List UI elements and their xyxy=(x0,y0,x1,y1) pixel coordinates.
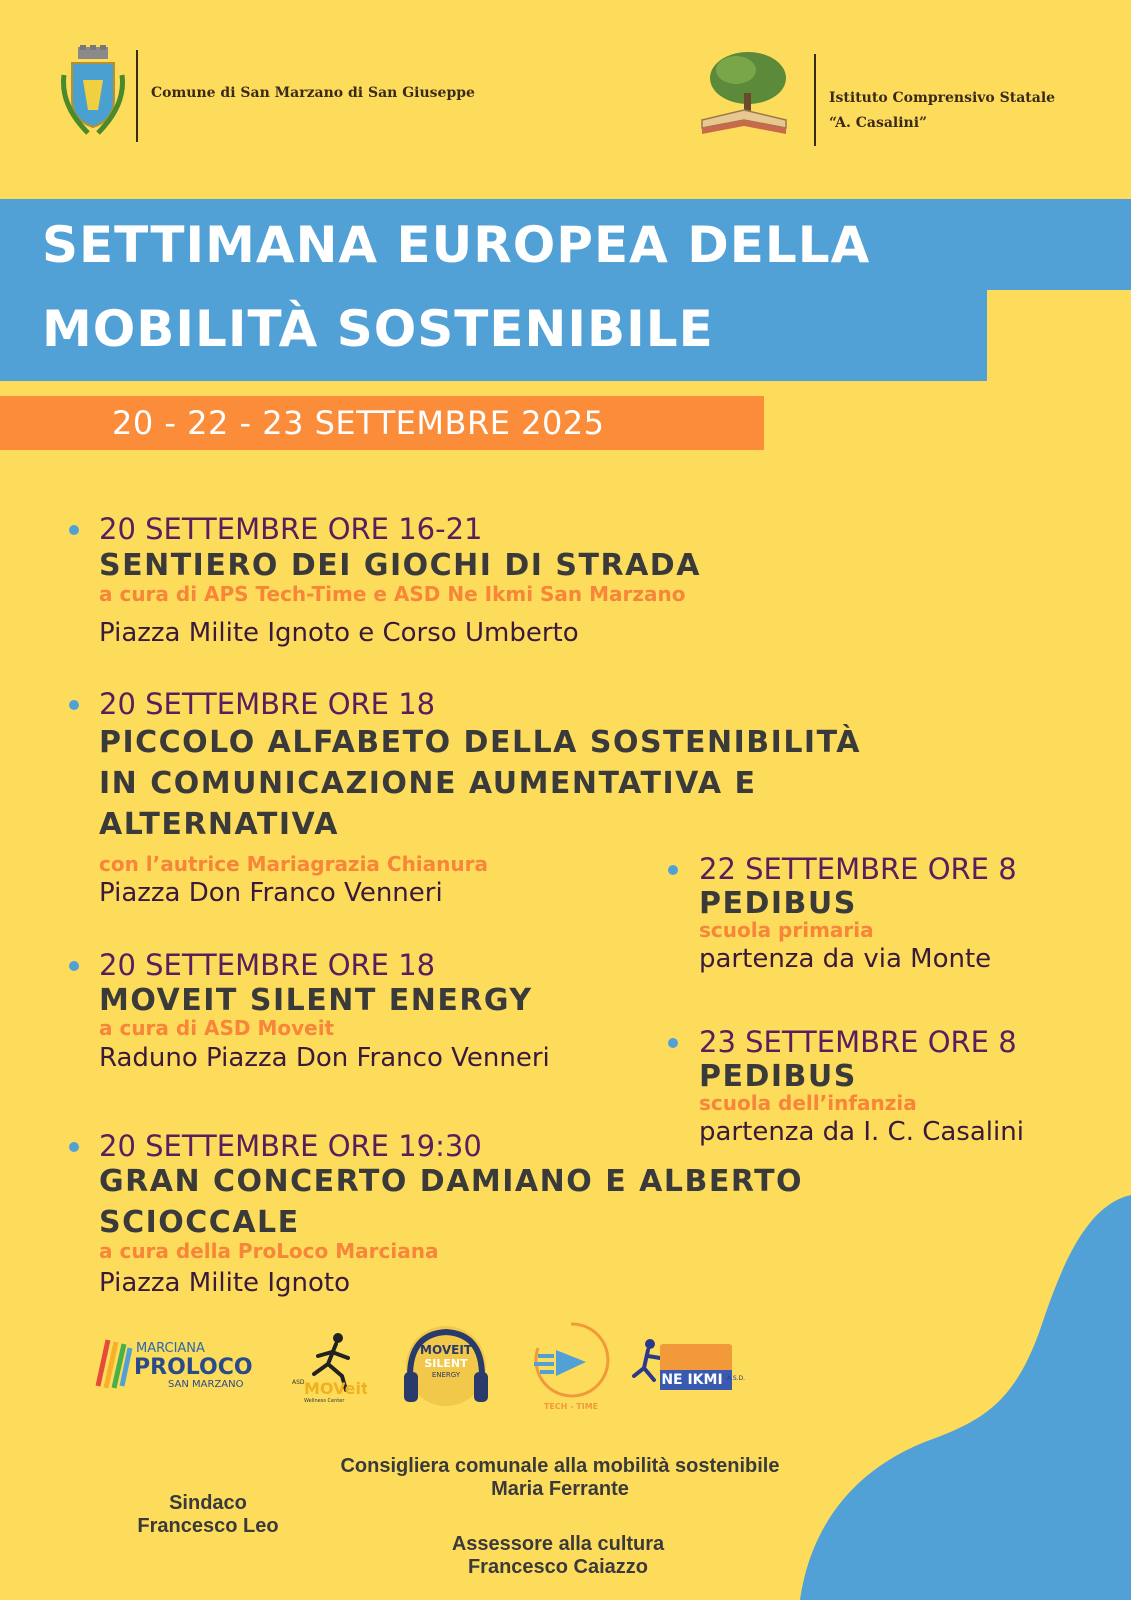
title-line-2: MOBILITÀ SOSTENIBILE xyxy=(42,300,714,358)
event-date: 23 SETTEMBRE ORE 8 xyxy=(699,1025,1017,1059)
school-name-line2: “A. Casalini” xyxy=(829,115,928,131)
neikmi-suffix-text: A.S.D. xyxy=(726,1375,745,1382)
school-name-line1: Istituto Comprensivo Statale xyxy=(829,90,1056,106)
tech-time-logo xyxy=(528,1320,614,1412)
event-title: PICCOLO ALFABETO DELLA SOSTENIBILITÀ xyxy=(99,725,861,760)
assessore-name: Francesco Caiazzo xyxy=(467,1556,649,1578)
event-subtitle: a cura di ASD Moveit xyxy=(99,1016,335,1040)
header-left-divider xyxy=(136,50,138,142)
event-place: Raduno Piazza Don Franco Venneri xyxy=(99,1043,550,1073)
silent-line1-text: MOVEIT xyxy=(420,1343,472,1357)
assessore-role: Assessore alla cultura xyxy=(451,1533,665,1555)
header-right-divider xyxy=(814,54,816,146)
consigliera-role: Consigliera comunale alla mobilità sostenibile xyxy=(340,1455,780,1477)
moveit-big-text: MOVeit xyxy=(304,1379,367,1398)
event-title: IN COMUNICAZIONE AUMENTATIVA E xyxy=(99,766,757,801)
event-date: 20 SETTEMBRE ORE 18 xyxy=(99,687,436,721)
moveit-small-text: ASD xyxy=(292,1379,305,1386)
event-bullet xyxy=(69,525,79,535)
sindaco-name: Francesco Leo xyxy=(137,1515,279,1537)
event-title: SENTIERO DEI GIOCHI DI STRADA xyxy=(99,548,701,583)
proloco-marciana-logo xyxy=(94,1334,264,1394)
comune-name: Comune di San Marzano di San Giuseppe xyxy=(151,85,475,101)
proloco-bot-text: SAN MARZANO xyxy=(168,1379,244,1390)
event-title: PEDIBUS xyxy=(699,1059,857,1094)
moveit-sub-text: Wellness Center xyxy=(304,1398,345,1404)
event-date: 20 SETTEMBRE ORE 18 xyxy=(99,948,436,982)
event-bullet xyxy=(668,865,678,875)
proloco-top-text: MARCIANA xyxy=(136,1341,205,1356)
silent-line3-text: ENERGY xyxy=(431,1371,461,1379)
event-place: Piazza Milite Ignoto e Corso Umberto xyxy=(99,618,579,648)
consigliera-name: Maria Ferrante xyxy=(491,1478,629,1500)
event-place: Piazza Don Franco Venneri xyxy=(99,878,443,908)
title-line-1: SETTIMANA EUROPEA DELLA xyxy=(42,216,871,274)
event-title: MOVEIT SILENT ENERGY xyxy=(99,983,533,1018)
event-subtitle: scuola dell’infanzia xyxy=(699,1091,917,1115)
asd-moveit-logo xyxy=(292,1330,367,1405)
event-subtitle: a cura di APS Tech-Time e ASD Ne Ikmi San Marzano xyxy=(99,582,686,606)
comune-coat-of-arms xyxy=(58,45,128,140)
ne-ikmi-logo xyxy=(630,1336,745,1406)
neikmi-text: NE IKMI xyxy=(661,1372,723,1388)
proloco-mid-text: PROLOCO xyxy=(134,1355,253,1380)
event-bullet xyxy=(69,961,79,971)
event-title: GRAN CONCERTO DAMIANO E ALBERTO xyxy=(99,1164,804,1199)
event-place: partenza da I. C. Casalini xyxy=(699,1117,1024,1147)
silent-line2-text: SILENT xyxy=(424,1357,468,1370)
dates-banner-text: 20 - 22 - 23 SETTEMBRE 2025 xyxy=(112,404,605,442)
event-title: PEDIBUS xyxy=(699,886,857,921)
event-bullet xyxy=(69,700,79,710)
event-subtitle: con l’autrice Mariagrazia Chianura xyxy=(99,852,488,876)
moveit-silent-energy-logo xyxy=(400,1320,492,1412)
event-title: ALTERNATIVA xyxy=(99,807,339,842)
event-subtitle: a cura della ProLoco Marciana xyxy=(99,1239,439,1263)
event-bullet xyxy=(668,1038,678,1048)
techtime-text: TECH - TIME xyxy=(543,1402,599,1411)
event-subtitle: scuola primaria xyxy=(699,918,874,942)
school-tree-logo xyxy=(696,48,791,140)
event-title: SCIOCCALE xyxy=(99,1205,300,1240)
event-date: 22 SETTEMBRE ORE 8 xyxy=(699,852,1017,886)
sindaco-role: Sindaco xyxy=(169,1492,247,1514)
event-bullet xyxy=(69,1142,79,1152)
event-date: 20 SETTEMBRE ORE 19:30 xyxy=(99,1129,482,1163)
event-place: partenza da via Monte xyxy=(699,944,992,974)
event-place: Piazza Milite Ignoto xyxy=(99,1268,350,1298)
event-date: 20 SETTEMBRE ORE 16-21 xyxy=(99,512,483,546)
